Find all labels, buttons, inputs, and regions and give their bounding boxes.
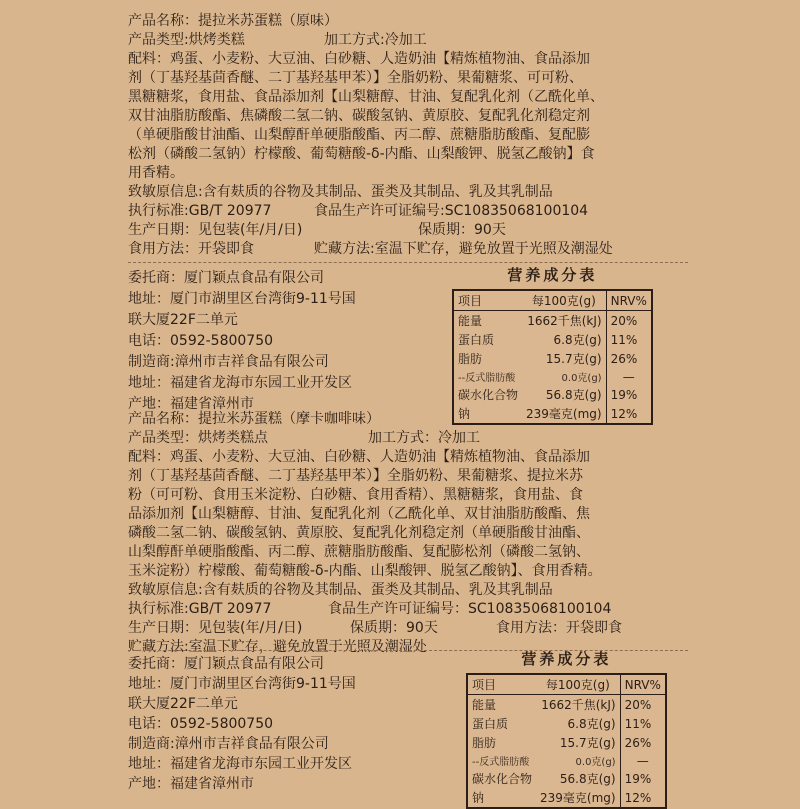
nutrition-item: --反式脂肪酸	[458, 373, 516, 384]
nutrition-value: 56.8克(g)	[545, 388, 602, 402]
nutrition-nrv: 20%	[606, 311, 652, 331]
company-2-line: 地址：厦门市湖里区台湾街9-11号国	[128, 676, 356, 692]
nutrition-nrv: 11%	[620, 714, 666, 733]
company-1-line: 地址：福建省龙海市东园工业开发区	[128, 375, 352, 391]
nutrition-nrv: 26%	[606, 349, 652, 368]
nutrition-item: 能量	[458, 314, 483, 328]
nutrition-value: 0.0克(g)	[561, 373, 602, 384]
product-1-prod-date: 生产日期：见包装(年/月/日)	[128, 222, 303, 238]
product-2-process: 加工方式：冷加工	[368, 430, 480, 446]
nutrition-item: --反式脂肪酸	[472, 757, 530, 768]
nutrition-table-1	[452, 264, 653, 425]
nutrition-title: 营养成分表	[521, 650, 612, 668]
nutrition-item: 碳水化合物	[472, 772, 533, 786]
product-1-name: 产品名称：提拉米苏蛋糕（原味）	[128, 13, 338, 29]
nutrition-table-2	[466, 648, 667, 809]
nutrition-header: 每100克(g)	[522, 290, 606, 311]
product-2-allergen: 致敏原信息:含有麸质的谷物及其制品、蛋类及其制品、乳及其乳制品	[128, 582, 553, 598]
product-2-ingredients: 配料：鸡蛋、小麦粉、大豆油、白砂糖、人造奶油【精炼植物油、食品添加 剂（丁基羟基茴香醚、二丁基羟基甲苯）】全脂奶粉、果葡糖浆、提拉米苏 粉（可可粉、食用玉米淀粉、白砂糖、食用香精）、黑糖糖浆，食用盐、食 品添加剂【山梨糖醇、甘油、复配乳化剂（乙酰化单、双甘油脂肪酸酯、焦 磷酸二氢二钠、碳酸氢钠、黄原胶、复配乳化剂稳定剂（单硬脂酸甘油酯、 山梨醇酐单硬脂酸酯、丙二醇、蔗糖脂肪酸酯、复配膨松剂（磷酸二氢钠、 玉米淀粉）柠檬酸、葡萄糖酸-δ-内酯、山梨酸钾、脱氢乙酸钠】、食用香精。	[128, 449, 602, 579]
nutrition-nrv: 11%	[606, 330, 652, 349]
product-1-ingredients: 配料：鸡蛋、小麦粉、大豆油、白砂糖、人造奶油【精炼植物油、食品添加 剂（丁基羟基茴香醚、二丁基羟基甲苯）】全脂奶粉、果葡糖浆、可可粉、 黑糖糖浆，食用盐、食品添加剂【山梨糖醇、甘油、复配乳化剂（乙酰化单、 双甘油脂肪酸酯、焦磷酸二氢二钠、碳酸氢钠、黄原胶、复配乳化剂稳定剂 （单硬脂酸甘油酯、山梨醇酐单硬脂酸酯、丙二醇、蔗糖脂肪酸酯、复配膨 松剂（磷酸二氢钠）柠檬酸、葡萄糖酸-δ-内酯、山梨酸钾、脱氢乙酸钠】食 用香精。	[128, 51, 604, 181]
nutrition-header: NRV%	[620, 674, 666, 695]
divider	[128, 262, 688, 263]
product-2-usage: 食用方法：开袋即食	[496, 620, 622, 636]
product-1-type-row	[128, 31, 688, 50]
nutrition-value: 1662千焦(kJ)	[527, 314, 602, 328]
product-2-storage: 贮藏方法:室温下贮存，避免放置于光照及潮湿处	[128, 639, 427, 655]
nutrition-header: 项目	[453, 290, 522, 311]
nutrition-item: 碳水化合物	[458, 388, 519, 402]
nutrition-nrv: 19%	[606, 385, 652, 404]
nutrition-value: 239毫克(mg)	[540, 791, 616, 805]
nutrition-nrv: 12%	[620, 788, 666, 808]
nutrition-item: 钠	[458, 407, 471, 421]
product-2-prod-date: 生产日期：见包装(年/月/日)	[128, 620, 303, 636]
company-2-line: 制造商:漳州市吉祥食品有限公司	[128, 736, 329, 752]
company-1-line: 产地：福建省漳州市	[128, 396, 254, 412]
product-1-standard: 执行标准:GB/T 20977	[128, 203, 272, 219]
nutrition-header: 每100克(g)	[536, 674, 620, 695]
company-1-line: 委托商：厦门颖点食品有限公司	[128, 270, 324, 286]
product-1-date-row	[128, 221, 688, 240]
company-2-line: 电话：0592-5800750	[128, 716, 274, 732]
nutrition-nrv: —	[620, 752, 666, 769]
nutrition-value: 1662千焦(kJ)	[541, 698, 616, 712]
nutrition-item: 能量	[472, 698, 497, 712]
company-1-line: 制造商:漳州市吉祥食品有限公司	[128, 354, 329, 370]
nutrition-value: 6.8克(g)	[567, 717, 616, 731]
nutrition-nrv: 12%	[606, 404, 652, 424]
product-1-license: 食品生产许可证编号:SC10835068100104	[314, 203, 589, 219]
product-2-shelf-life: 保质期：90天	[350, 620, 438, 636]
nutrition-item: 蛋白质	[472, 717, 509, 731]
nutrition-value: 15.7克(g)	[559, 736, 616, 750]
company-1-line: 地址：厦门市湖里区台湾街9-11号国	[128, 291, 356, 307]
company-2-line: 产地：福建省漳州市	[128, 776, 254, 792]
product-2-name: 产品名称：提拉米苏蛋糕（摩卡咖啡味）	[128, 411, 380, 427]
company-1-line: 联大厦22F二单元	[128, 312, 238, 328]
nutrition-header: NRV%	[606, 290, 652, 311]
product-2-standard-row	[128, 600, 688, 619]
nutrition-item: 蛋白质	[458, 333, 495, 347]
nutrition-value: 6.8克(g)	[553, 333, 602, 347]
nutrition-item: 脂肪	[458, 352, 483, 366]
product-1-process: 加工方式:冷加工	[324, 32, 427, 48]
nutrition-nrv: 26%	[620, 733, 666, 752]
nutrition-title: 营养成分表	[507, 266, 598, 284]
product-2-date-row	[128, 619, 688, 638]
product-2-standard: 执行标准:GB/T 20977	[128, 601, 272, 617]
product-1-shelf-life: 保质期：90天	[418, 222, 506, 238]
nutrition-item: 钠	[472, 791, 485, 805]
nutrition-value: 0.0克(g)	[575, 757, 616, 768]
company-1-line: 电话：0592-5800750	[128, 333, 274, 349]
nutrition-item: 脂肪	[472, 736, 497, 750]
nutrition-nrv: —	[606, 368, 652, 385]
product-2-section	[128, 410, 688, 657]
product-2-type-row	[128, 429, 688, 448]
nutrition-header: 项目	[467, 674, 536, 695]
product-2-license: 食品生产许可证编号：SC10835068100104	[328, 601, 612, 617]
company-2-line: 地址：福建省龙海市东园工业开发区	[128, 756, 352, 772]
product-1-storage: 贮藏方法:室温下贮存，避免放置于光照及潮湿处	[314, 241, 613, 257]
product-1-usage-row	[128, 240, 688, 259]
nutrition-nrv: 20%	[620, 695, 666, 715]
company-2-line: 联大厦22F二单元	[128, 696, 238, 712]
product-1-usage: 食用方法：开袋即食	[128, 241, 254, 257]
nutrition-value: 15.7克(g)	[545, 352, 602, 366]
nutrition-value: 56.8克(g)	[559, 772, 616, 786]
product-2-type: 产品类型：烘烤类糕点	[128, 430, 268, 446]
product-1-section	[128, 12, 688, 259]
company-2-line: 委托商：厦门颖点食品有限公司	[128, 656, 324, 672]
nutrition-nrv: 19%	[620, 769, 666, 788]
product-1-allergen: 致敏原信息:含有麸质的谷物及其制品、蛋类及其制品、乳及其乳制品	[128, 184, 553, 200]
product-1-standard-row	[128, 202, 688, 221]
product-1-type: 产品类型:烘烤类糕	[128, 32, 245, 48]
nutrition-value: 239毫克(mg)	[526, 407, 602, 421]
